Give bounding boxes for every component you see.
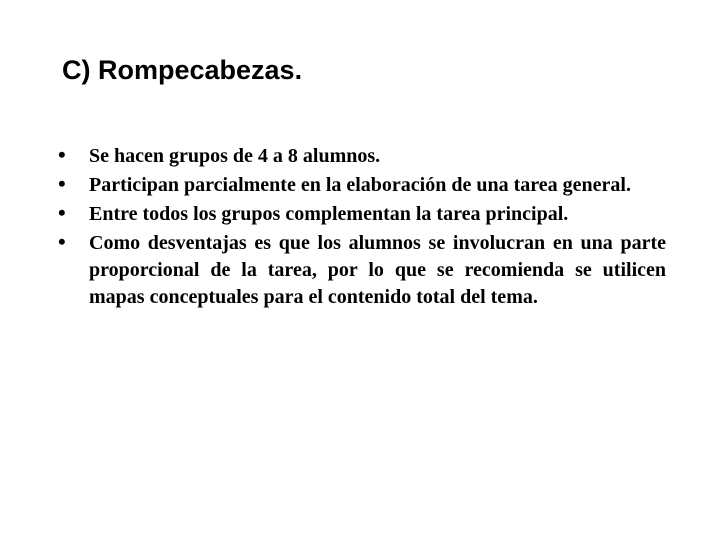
bullet-icon: • [58,229,66,254]
bullet-icon: • [58,171,66,196]
slide-title: C) Rompecabezas. [62,55,303,85]
bullet-text: Como desventajas es que los alumnos se involucran en una parte proporcional de la tarea, por lo que se recomienda se utilicen mapas conceptuales para el contenido total del tema. [89,232,666,308]
bullet-item-disadvantages [58,230,666,311]
bullet-text: Entre todos los grupos complementan la tarea principal. [89,203,569,225]
bullet-icon: • [58,200,66,225]
bullet-item-complement [58,201,666,228]
bullet-icon: • [58,142,66,167]
bullet-list [58,143,666,313]
bullet-text: Participan parcialmente en la elaboración de una tarea general. [89,174,631,196]
bullet-text: Se hacen grupos de 4 a 8 alumnos. [89,145,381,167]
bullet-item-participation [58,172,666,199]
bullet-item-groups [58,143,666,170]
